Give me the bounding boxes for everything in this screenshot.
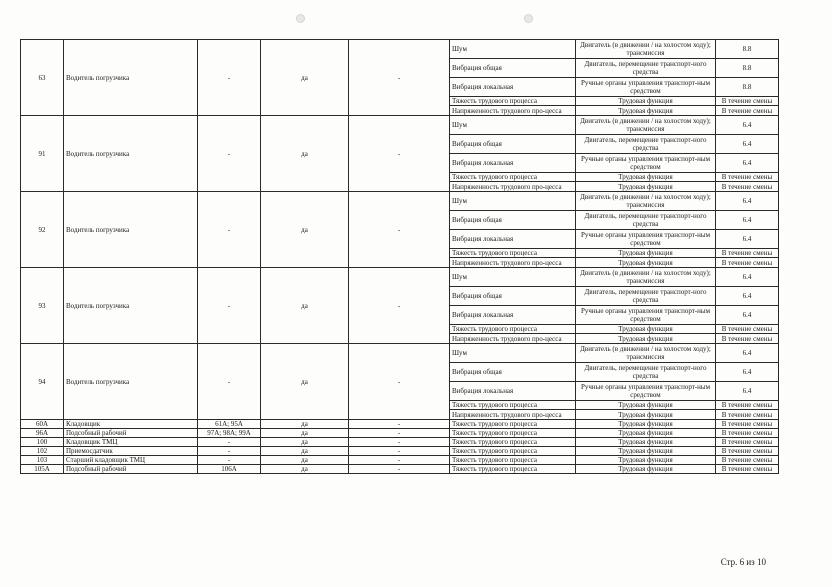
harmful-factor: Тяжесть трудового процесса [450, 465, 576, 474]
analog-workplaces: 61А; 95А [198, 420, 261, 429]
yes-cell: да [261, 447, 349, 456]
exposure-value: 6.4 [716, 363, 779, 382]
yes-cell: да [261, 456, 349, 465]
workplace-number: 94 [21, 344, 64, 420]
analog-workplaces: - [198, 456, 261, 465]
exposure-value: 6.4 [716, 287, 779, 306]
table-row [21, 447, 779, 456]
workplace-number: 103 [21, 456, 64, 465]
harmful-factor: Тяжесть трудового процесса [450, 249, 576, 258]
dash-cell: - [349, 438, 450, 447]
harmful-factor: Напряженность трудового про-цесса [450, 106, 576, 116]
harmful-factor: Тяжесть трудового процесса [450, 447, 576, 456]
page-number: Стр. 6 из 10 [720, 557, 766, 567]
table-row [21, 268, 779, 287]
factor-source: Ручные органы управления транспорт-ным средством [576, 306, 716, 325]
exposure-value: В течение смены [716, 456, 779, 465]
analog-workplaces: 106А [198, 465, 261, 474]
factor-source: Двигатель (в движении / на холостом ходу); трансмиссия [576, 40, 716, 59]
position-name: Водитель погрузчика [64, 268, 198, 344]
harmful-factor: Вибрация общая [450, 211, 576, 230]
factor-source: Двигатель (в движении / на холостом ходу); трансмиссия [576, 192, 716, 211]
exposure-value: В течение смены [716, 420, 779, 429]
harmful-factor: Шум [450, 40, 576, 59]
table-row [21, 420, 779, 429]
yes-cell: да [261, 429, 349, 438]
factor-source: Трудовая функция [576, 173, 716, 182]
harmful-factor: Вибрация локальная [450, 306, 576, 325]
exposure-value: В течение смены [716, 334, 779, 344]
dash-cell: - [349, 465, 450, 474]
position-name: Водитель погрузчика [64, 40, 198, 116]
harmful-factor: Тяжесть трудового процесса [450, 429, 576, 438]
harmful-factor: Шум [450, 268, 576, 287]
position-name: Приемосдатчик [64, 447, 198, 456]
exposure-value: В течение смены [716, 410, 779, 420]
factor-source: Двигатель (в движении / на холостом ходу); трансмиссия [576, 116, 716, 135]
table-row [21, 429, 779, 438]
workplace-number: 60А [21, 420, 64, 429]
exposure-value: 8.8 [716, 59, 779, 78]
workplace-number: 102 [21, 447, 64, 456]
workplace-number: 100 [21, 438, 64, 447]
factor-source: Трудовая функция [576, 420, 716, 429]
harmful-factor: Напряженность трудового про-цесса [450, 410, 576, 420]
harmful-factor: Шум [450, 192, 576, 211]
harmful-factor: Тяжесть трудового процесса [450, 97, 576, 106]
exposure-value: В течение смены [716, 173, 779, 182]
position-name: Кладовщик [64, 420, 198, 429]
exposure-value: 6.4 [716, 230, 779, 249]
workplace-number: 91 [21, 116, 64, 192]
factor-source: Трудовая функция [576, 447, 716, 456]
table-row [21, 465, 779, 474]
factor-source: Трудовая функция [576, 465, 716, 474]
position-name: Водитель погрузчика [64, 116, 198, 192]
position-name: Подсобный рабочий [64, 465, 198, 474]
factor-source: Трудовая функция [576, 410, 716, 420]
factor-source: Двигатель, перемещение транспорт-ного средства [576, 287, 716, 306]
factor-source: Двигатель, перемещение транспорт-ного средства [576, 59, 716, 78]
exposure-value: В течение смены [716, 401, 779, 410]
sout-results-table [20, 39, 779, 474]
harmful-factor: Вибрация общая [450, 59, 576, 78]
factor-source: Двигатель, перемещение транспорт-ного средства [576, 135, 716, 154]
factor-source: Ручные органы управления транспорт-ным средством [576, 78, 716, 97]
dash-cell: - [349, 456, 450, 465]
position-name: Старший кладовщик ТМЦ [64, 456, 198, 465]
yes-cell: да [261, 268, 349, 344]
harmful-factor: Вибрация локальная [450, 154, 576, 173]
exposure-value: 6.4 [716, 116, 779, 135]
factor-source: Трудовая функция [576, 106, 716, 116]
table-row [21, 116, 779, 135]
workplace-number: 96А [21, 429, 64, 438]
dash-cell: - [349, 344, 450, 420]
exposure-value: В течение смены [716, 258, 779, 268]
position-name: Подсобный рабочий [64, 429, 198, 438]
dash-cell: - [349, 116, 450, 192]
factor-source: Двигатель (в движении / на холостом ходу); трансмиссия [576, 344, 716, 363]
exposure-value: В течение смены [716, 438, 779, 447]
exposure-value: В течение смены [716, 97, 779, 106]
analog-workplaces: - [198, 116, 261, 192]
yes-cell: да [261, 438, 349, 447]
factor-source: Ручные органы управления транспорт-ным средством [576, 230, 716, 249]
dash-cell: - [349, 268, 450, 344]
exposure-value: В течение смены [716, 429, 779, 438]
yes-cell: да [261, 40, 349, 116]
punch-hole-left [296, 14, 305, 23]
harmful-factor: Тяжесть трудового процесса [450, 325, 576, 334]
analog-workplaces: 97А; 98А; 99А [198, 429, 261, 438]
analog-workplaces: - [198, 447, 261, 456]
workplace-number: 63 [21, 40, 64, 116]
analog-workplaces: - [198, 192, 261, 268]
exposure-value: 8.8 [716, 40, 779, 59]
harmful-factor: Тяжесть трудового процесса [450, 420, 576, 429]
factor-source: Трудовая функция [576, 325, 716, 334]
harmful-factor: Тяжесть трудового процесса [450, 173, 576, 182]
workplace-number: 93 [21, 268, 64, 344]
harmful-factor: Вибрация локальная [450, 382, 576, 401]
exposure-value: 6.4 [716, 211, 779, 230]
dash-cell: - [349, 447, 450, 456]
harmful-factor: Вибрация общая [450, 287, 576, 306]
factor-source: Трудовая функция [576, 182, 716, 192]
table-row [21, 192, 779, 211]
harmful-factor: Тяжесть трудового процесса [450, 401, 576, 410]
harmful-factor: Вибрация локальная [450, 230, 576, 249]
harmful-factor: Напряженность трудового про-цесса [450, 258, 576, 268]
harmful-factor: Напряженность трудового про-цесса [450, 334, 576, 344]
factor-source: Трудовая функция [576, 401, 716, 410]
harmful-factor: Шум [450, 116, 576, 135]
factor-source: Трудовая функция [576, 249, 716, 258]
dash-cell: - [349, 420, 450, 429]
factor-source: Двигатель, перемещение транспорт-ного средства [576, 211, 716, 230]
dash-cell: - [349, 40, 450, 116]
table-body [21, 40, 779, 474]
exposure-value: В течение смены [716, 182, 779, 192]
factor-source: Двигатель, перемещение транспорт-ного средства [576, 363, 716, 382]
harmful-factor: Вибрация локальная [450, 78, 576, 97]
exposure-value: 6.4 [716, 306, 779, 325]
workplace-number: 92 [21, 192, 64, 268]
factor-source: Трудовая функция [576, 429, 716, 438]
factor-source: Ручные органы управления транспорт-ным средством [576, 154, 716, 173]
factor-source: Ручные органы управления транспорт-ным средством [576, 382, 716, 401]
yes-cell: да [261, 344, 349, 420]
exposure-value: 6.4 [716, 344, 779, 363]
analog-workplaces: - [198, 438, 261, 447]
exposure-value: 6.4 [716, 268, 779, 287]
table-row [21, 438, 779, 447]
yes-cell: да [261, 192, 349, 268]
table-row [21, 40, 779, 59]
factor-source: Трудовая функция [576, 258, 716, 268]
exposure-value: 8.8 [716, 78, 779, 97]
yes-cell: да [261, 116, 349, 192]
harmful-factor: Вибрация общая [450, 363, 576, 382]
position-name: Водитель погрузчика [64, 192, 198, 268]
factor-source: Трудовая функция [576, 438, 716, 447]
punch-hole-right [524, 14, 533, 23]
dash-cell: - [349, 192, 450, 268]
analog-workplaces: - [198, 344, 261, 420]
factor-source: Трудовая функция [576, 97, 716, 106]
harmful-factor: Напряженность трудового про-цесса [450, 182, 576, 192]
exposure-value: В течение смены [716, 465, 779, 474]
harmful-factor: Шум [450, 344, 576, 363]
exposure-value: В течение смены [716, 447, 779, 456]
exposure-value: 6.4 [716, 382, 779, 401]
analog-workplaces: - [198, 40, 261, 116]
exposure-value: В течение смены [716, 325, 779, 334]
factor-source: Трудовая функция [576, 456, 716, 465]
table-row [21, 344, 779, 363]
exposure-value: В течение смены [716, 249, 779, 258]
factor-source: Двигатель (в движении / на холостом ходу); трансмиссия [576, 268, 716, 287]
position-name: Водитель погрузчика [64, 344, 198, 420]
table-row [21, 456, 779, 465]
factor-source: Трудовая функция [576, 334, 716, 344]
workplace-number: 105А [21, 465, 64, 474]
exposure-value: В течение смены [716, 106, 779, 116]
dash-cell: - [349, 429, 450, 438]
harmful-factor: Вибрация общая [450, 135, 576, 154]
exposure-value: 6.4 [716, 192, 779, 211]
analog-workplaces: - [198, 268, 261, 344]
harmful-factor: Тяжесть трудового процесса [450, 456, 576, 465]
position-name: Кладовщик ТМЦ [64, 438, 198, 447]
yes-cell: да [261, 420, 349, 429]
yes-cell: да [261, 465, 349, 474]
harmful-factor: Тяжесть трудового процесса [450, 438, 576, 447]
exposure-value: 6.4 [716, 135, 779, 154]
exposure-value: 6.4 [716, 154, 779, 173]
